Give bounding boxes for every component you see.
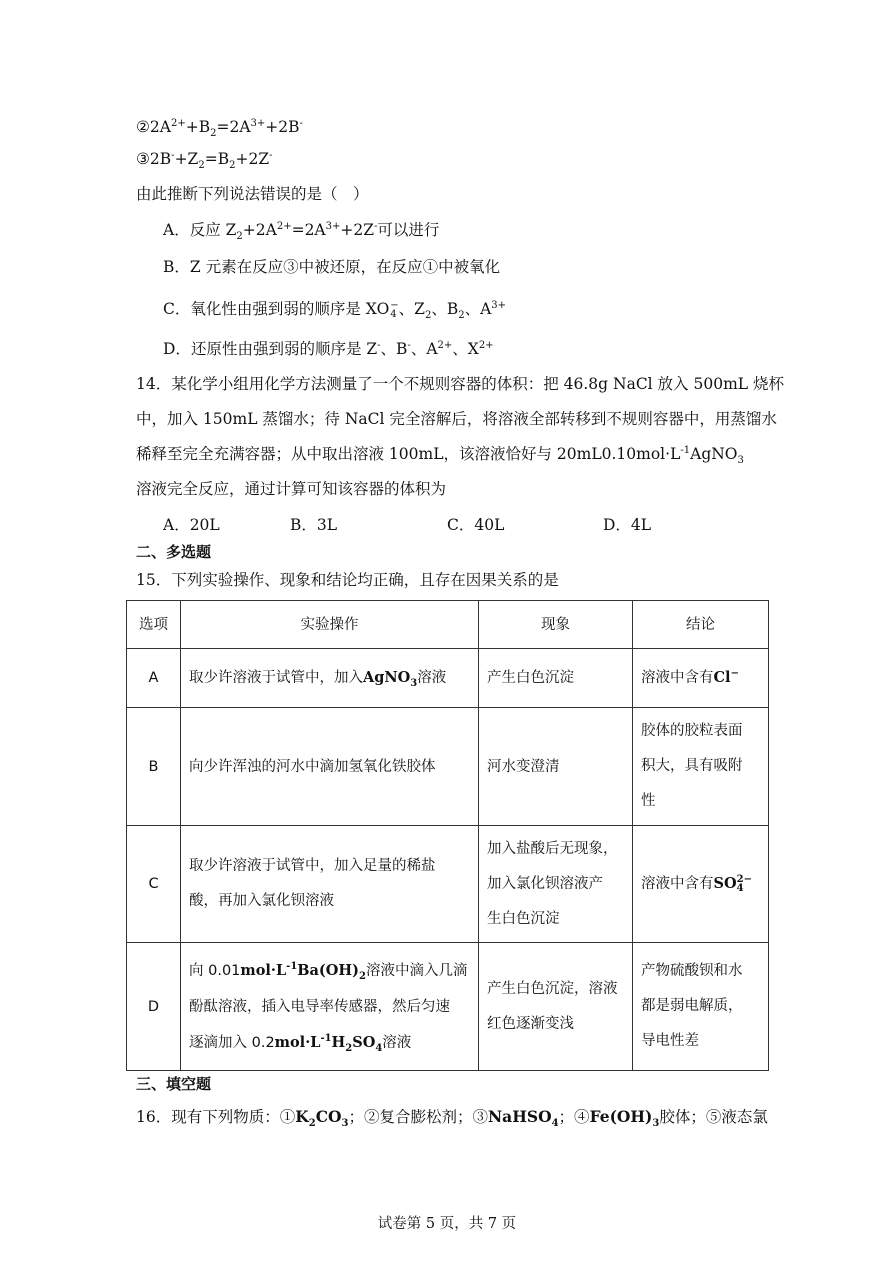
row-b-option: B [127,708,181,826]
q14-line-2: 中，加入 150mL 蒸馏水；待 NaCl 完全溶解后，将溶液全部转移到不规则容器中，用蒸馏水 [136,410,777,428]
row-d-phenomenon: 产生白色沉淀，溶液 红色逐渐变浅 [479,943,633,1071]
q13-option-c: C．氧化性由强到弱的顺序是 XO − 4 、$Z_2$、$B_2$、$A^{3+}$ [163,299,507,322]
q14-option-b: B．3L [290,516,338,534]
table-header-row [127,601,769,649]
row-b-conclusion: 胶体的胶粒表面 积大，具有吸附 性 [633,708,769,826]
row-b-phenomenon: 河水变澄清 [479,708,633,826]
q15-stem: 15．下列实验操作、现象和结论均正确，且存在因果关系的是 [136,571,559,589]
header-operation: 实验操作 [181,601,479,649]
q15-table [126,600,769,1071]
q13-stem: 由此推断下列说法错误的是（ ） [136,185,369,203]
q13-option-b: B．Z 元素在反应③中被还原，在反应①中被氧化 [163,258,501,276]
table-row [127,826,769,943]
q13-reaction-2: $②2A^{2+}+B_2=2A^{3+}+2B^-$ [136,117,303,140]
q14-option-d: D．4L [603,516,652,534]
header-phenomenon: 现象 [479,601,633,649]
section-heading-fill-in: 三、填空题 [136,1075,212,1093]
q13-reaction-3: $③2B^-+Z_2=B_2+2Z^-$ [136,149,273,172]
row-a-option: A [127,649,181,708]
q14-line-1: 14．某化学小组用化学方法测量了一个不规则容器的体积：把 46.8g NaCl 放入 500mL 烧杯 [136,375,784,393]
table-row [127,708,769,826]
table-row [127,649,769,708]
row-d-operation: 向 $0.01mol\cdot L^{-1}Ba(OH)_2$溶液中滴入几滴 酚酞溶液，插入电导率传感器，然后匀速 逐滴加入 $0.2mol\cdot L^{-1}H_2SO_4$溶液 [181,943,479,1071]
section-heading-multiple-choice: 二、多选题 [136,543,212,561]
q14-option-c: C．40L [447,516,505,534]
row-d-conclusion: 产物硫酸钡和水 都是弱电解质， 导电性差 [633,943,769,1071]
q16-stem: 16．现有下列物质：$①K_2CO_3$；②复合膨松剂；③NaHSO$_4$；$④Fe(OH)_3$胶体；⑤液态氯 [136,1107,768,1130]
row-c-operation: 取少许溶液于试管中，加入足量的稀盐 酸，再加入氯化钡溶液 [181,826,479,943]
row-d-option: D [127,943,181,1071]
page-footer: 试卷第 5 页，共 7 页 [377,1216,517,1232]
table-row [127,943,769,1071]
row-c-conclusion: 溶液中含有SO 2− 4 [633,826,769,943]
q14-line-3: 稀释至完全充满容器；从中取出溶液 100mL，该溶液恰好与 $20mL0.10mol\cdot L^{-1}AgNO_3$ [136,444,744,467]
q14-option-a: A．20L [163,516,220,534]
header-conclusion: 结论 [633,601,769,649]
row-b-operation: 向少许浑浊的河水中滴加氢氧化铁胶体 [181,708,479,826]
q13-option-a: A．反应 $Z_2+2A^{2+}=2A^{3+}+2Z^-$可以进行 [163,220,440,243]
row-a-phenomenon: 产生白色沉淀 [479,649,633,708]
q13-option-d: D．还原性由强到弱的顺序是 Z-、B-、$A^{2+}$、$X^{2+}$ [163,339,494,358]
row-a-conclusion: 溶液中含有Cl− [633,649,769,708]
q14-line-4: 溶液完全反应，通过计算可知该容器的体积为 [136,480,447,498]
header-option: 选项 [127,601,181,649]
row-a-operation: 取少许溶液于试管中，加入AgNO$_3$溶液 [181,649,479,708]
row-c-phenomenon: 加入盐酸后无现象， 加入氯化钡溶液产 生白色沉淀 [479,826,633,943]
row-c-option: C [127,826,181,943]
